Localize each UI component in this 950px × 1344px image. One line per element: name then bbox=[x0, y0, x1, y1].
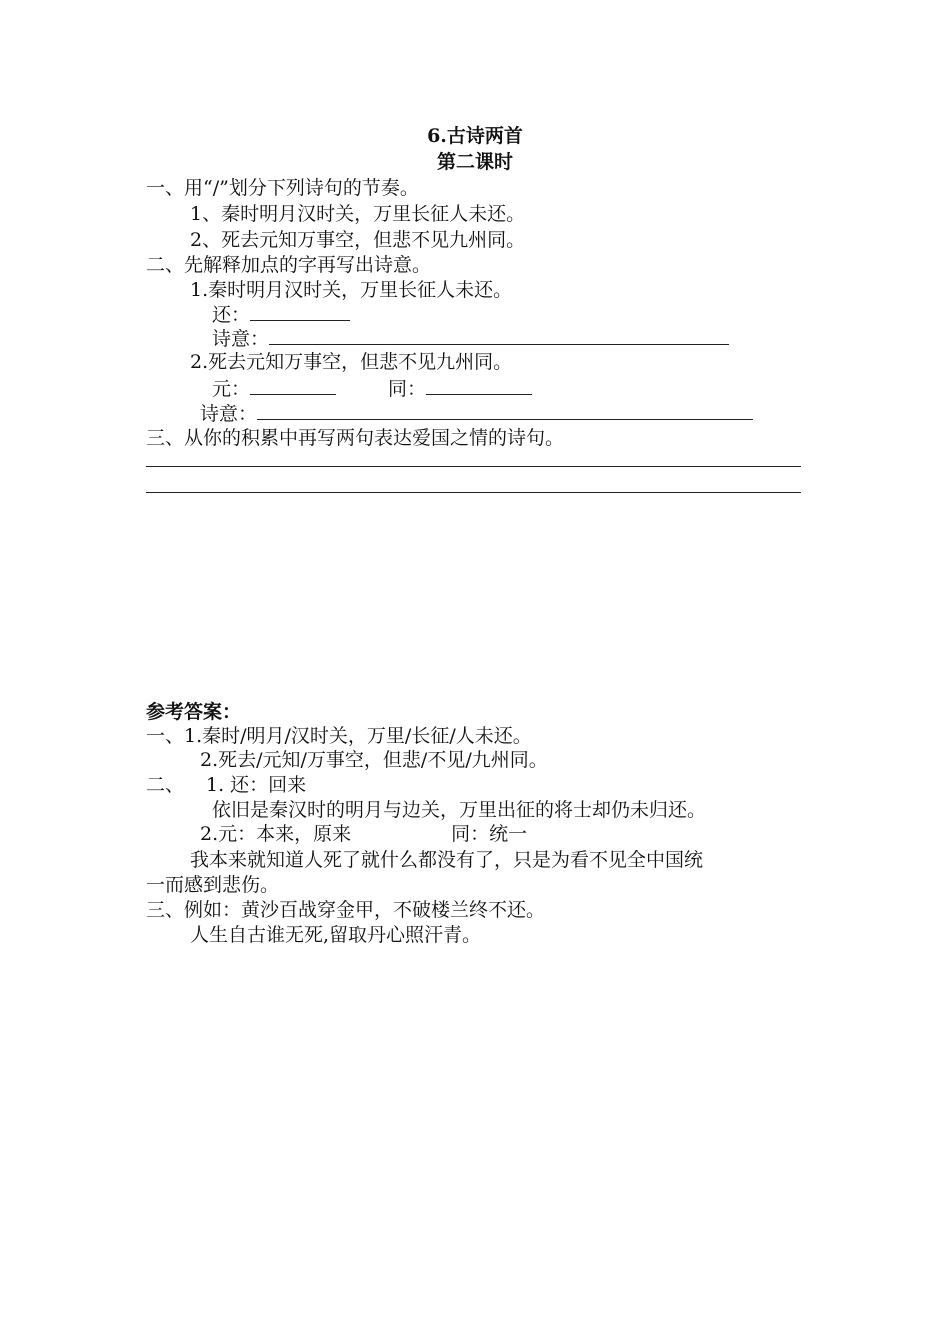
yuan-tong-row bbox=[212, 376, 532, 401]
yuan-label: 元： bbox=[212, 378, 251, 400]
question-1-line-2: 2、死去元知万事空，但悲不见九州同。 bbox=[190, 229, 526, 251]
question-2-poem-2: 2.死去元知万事空，但悲不见九州同。 bbox=[190, 351, 513, 373]
answer-2-meaning-2-line-1: 我本来就知道人死了就什么都没有了，只是为看不见全中国统 bbox=[190, 849, 704, 871]
worksheet-subtitle: 第二课时 bbox=[436, 151, 513, 173]
question-3-answer-line-1[interactable] bbox=[146, 466, 801, 467]
question-3-heading: 三、从你的积累中再写两句表达爱国之情的诗句。 bbox=[146, 427, 565, 449]
answer-1-line-2: 2.死去/元知/万事空，但悲/不见/九州同。 bbox=[200, 749, 548, 771]
meaning-2-label: 诗意： bbox=[200, 403, 258, 425]
answer-2-item-1: 1. 还：回来 bbox=[206, 774, 307, 796]
huan-label: 还： bbox=[212, 304, 251, 326]
answer-2-yuan: 2.元：本来，原来 bbox=[200, 823, 352, 845]
yuan-blank[interactable] bbox=[250, 376, 336, 395]
question-3-answer-line-2[interactable] bbox=[146, 492, 801, 493]
worksheet-title: 6.古诗两首 bbox=[427, 125, 523, 147]
answer-2-tong: 同：统一 bbox=[451, 823, 528, 845]
meaning-2-blank[interactable] bbox=[257, 401, 753, 420]
tong-blank[interactable] bbox=[426, 376, 532, 395]
question-1-line-1: 1、秦时明月汉时关，万里长征人未还。 bbox=[190, 203, 526, 225]
question-1-heading: 一、用“/”划分下列诗句的节奏。 bbox=[146, 177, 419, 199]
answers-heading: 参考答案： bbox=[146, 701, 242, 723]
meaning-2-row bbox=[200, 401, 753, 426]
question-2-poem-1: 1.秦时明月汉时关，万里长征人未还。 bbox=[190, 279, 513, 301]
meaning-1-label: 诗意： bbox=[212, 328, 270, 350]
answer-2-item-1-row bbox=[146, 773, 306, 797]
answer-3-line-2: 人生自古谁无死,留取丹心照汗青。 bbox=[190, 924, 482, 946]
answer-3-line-1: 三、例如：黄沙百战穿金甲，不破楼兰终不还。 bbox=[146, 899, 546, 921]
question-2-heading: 二、先解释加点的字再写出诗意。 bbox=[146, 254, 432, 276]
meaning-1-row bbox=[212, 326, 729, 351]
huan-blank[interactable] bbox=[250, 302, 350, 321]
answer-2-meaning-1: 依旧是秦汉时的明月与边关，万里出征的将士却仍未归还。 bbox=[212, 799, 707, 821]
answer-1-line-1: 一、1.秦时/明月/汉时关，万里/长征/人未还。 bbox=[146, 725, 532, 747]
tong-label: 同： bbox=[388, 378, 427, 400]
meaning-1-blank[interactable] bbox=[269, 326, 729, 345]
answer-2-item-2-row bbox=[200, 822, 527, 846]
huan-row bbox=[212, 302, 350, 327]
answer-2-label: 二、 bbox=[146, 774, 185, 796]
answer-2-meaning-2-line-2: 一而感到悲伤。 bbox=[146, 874, 280, 896]
